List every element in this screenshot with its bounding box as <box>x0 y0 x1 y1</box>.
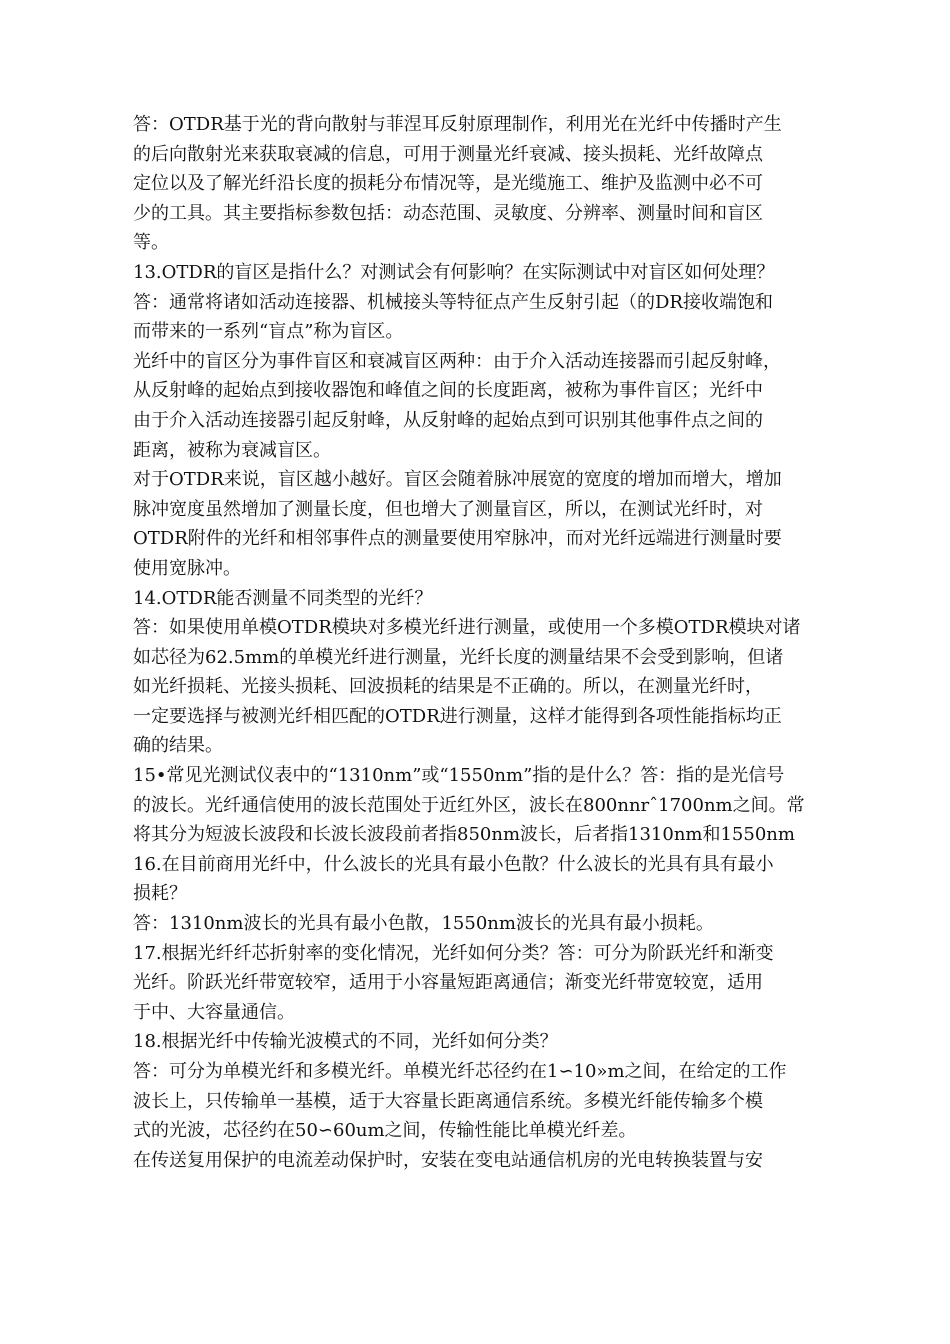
text-line: 答：可分为单模光纤和多模光纤。单模光纤芯径约在1∽10»m之间，在给定的工作 <box>133 1061 787 1082</box>
question-heading: 15•常见光测试仪表中的“1310nm”或“1550nm”指的是什么？答：指的是光信号 <box>133 765 785 787</box>
question-heading: 17.根据光纤纤芯折射率的变化情况，光纤如何分类？答：可分为阶跃光纤和渐变 <box>133 942 774 964</box>
text-line: 一定要选择与被测光纤相匹配的OTDR进行测量，这样才能得到各项性能指标均正 <box>133 705 782 727</box>
text-line: 等。 <box>133 232 169 254</box>
text-line: 使用宽脉冲。 <box>133 557 241 579</box>
text-line: 式的光波，芯径约在50∽60um之间，传输性能比单模光纤差。 <box>133 1120 637 1142</box>
text-line: 定位以及了解光纤沿长度的损耗分布情况等，是光缆施工、维护及监测中必不可 <box>133 173 763 195</box>
text-line: 对于OTDR来说，盲区越小越好。盲区会随着脉冲展宽的宽度的增加而增大，增加 <box>133 469 782 491</box>
text-line: 距离，被称为衰减盲区。 <box>133 439 331 461</box>
text-line: 答：OTDR基于光的背向散射与菲涅耳反射原理制作，利用光在光纤中传播时产生 <box>133 114 782 135</box>
question-heading: 16.在目前商用光纤中，什么波长的光具有最小色散？什么波长的光具有具有最小 <box>133 853 774 875</box>
text-line: 答：1310nm波长的光具有最小色散，1550nm波长的光具有最小损耗。 <box>133 913 714 935</box>
text-line: 将其分为短波长波段和长波长波段前者指850nm波长，后者指1310nm和1550nm <box>133 824 795 846</box>
text-line: 少的工具。其主要指标参数包括：动态范围、灵敏度、分辨率、测量时间和盲区 <box>133 202 763 224</box>
text-line: 答：通常将诸如活动连接器、机械接头等特征点产生反射引起（的DR接收端饱和 <box>133 291 773 313</box>
document-body <box>133 110 823 1175</box>
question-heading: 18.根据光纤中传输光波模式的不同，光纤如何分类？ <box>133 1031 558 1053</box>
text-line: 于中、大容量通信。 <box>133 1001 295 1023</box>
text-line: 由于介入活动连接器引起反射峰，从反射峰的起始点到可识别其他事件点之间的 <box>133 409 763 431</box>
text-line: 如光纤损耗、光接头损耗、回波损耗的结果是不正确的。所以，在测量光纤时， <box>133 676 763 698</box>
text-line: 在传送复用保护的电流差动保护时，安装在变电站通信机房的光电转换装置与安 <box>133 1149 763 1171</box>
text-line: 损耗？ <box>133 883 187 905</box>
text-line: 从反射峰的起始点到接收器饱和峰值之间的长度距离，被称为事件盲区；光纤中 <box>133 380 763 402</box>
text-line: OTDR附件的光纤和相邻事件点的测量要使用窄脉冲，而对光纤远端进行测量时要 <box>133 528 782 550</box>
text-line: 确的结果。 <box>133 735 223 757</box>
text-line: 答：如果使用单模OTDR模块对多模光纤进行测量，或使用一个多模OTDR模块对诸 <box>133 617 801 639</box>
text-line: 而带来的一系列“盲点”称为盲区。 <box>133 321 404 343</box>
question-heading: 14.OTDR能否测量不同类型的光纤？ <box>133 587 433 609</box>
text-line: 脉冲宽度虽然增加了测量长度，但也增大了测量盲区，所以，在测试光纤时，对 <box>133 498 763 520</box>
text-line: 的波长。光纤通信使用的波长范围处于近红外区，波长在800nnrˆ1700nm之间。常 <box>133 794 805 816</box>
text-line: 光纤中的盲区分为事件盲区和衰减盲区两种：由于介入活动连接器而引起反射峰， <box>133 350 781 372</box>
question-heading: 13.OTDR的盲区是指什么？对测试会有何影响？在实际测试中对盲区如何处理？ <box>133 261 775 283</box>
text-line: 如芯径为62.5mm的单模光纤进行测量，光纤长度的测量结果不会受到影响，但诸 <box>133 646 784 668</box>
text-line: 光纤。阶跃光纤带宽较窄，适用于小容量短距离通信；渐变光纤带宽较宽，适用 <box>133 972 763 994</box>
text-line: 的后向散射光来获取衰减的信息，可用于测量光纤衰减、接头损耗、光纤故障点 <box>133 143 763 165</box>
text-line: 波长上，只传输单一基模，适于大容量长距离通信系统。多模光纤能传输多个模 <box>133 1090 763 1112</box>
